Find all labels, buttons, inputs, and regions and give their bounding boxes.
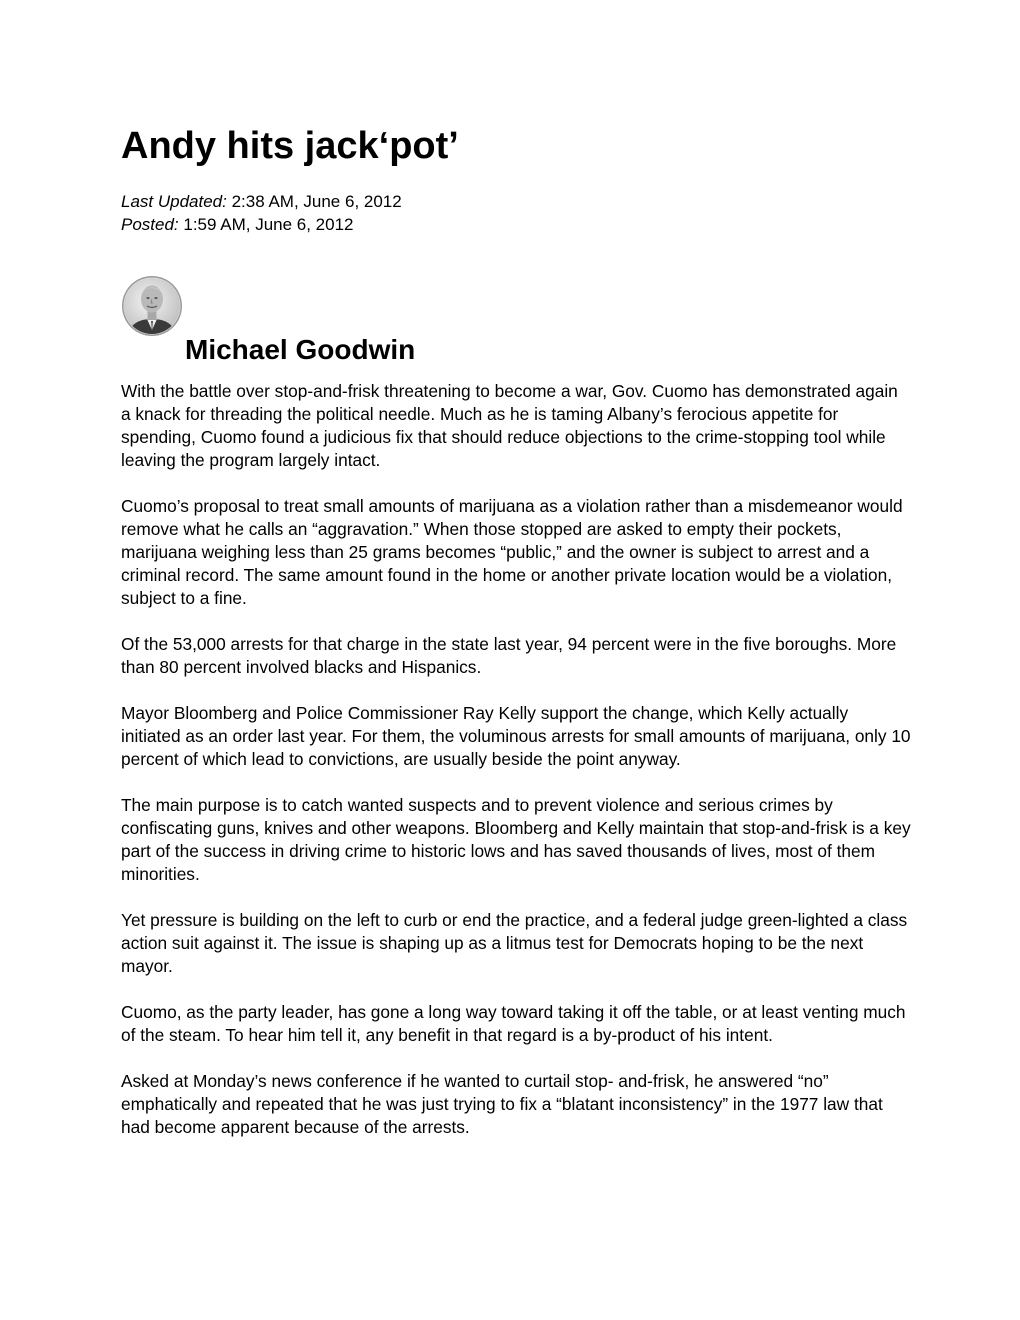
last-updated-line (121, 190, 402, 213)
article-paragraph: Asked at Monday’s news conference if he wanted to curtail stop- and-frisk, he answered “no” emphatically and repeated that he was just trying to fix a “blatant inconsistency” in the 1977 law that had become apparent because of the arrests. (121, 1071, 883, 1137)
author-portrait-icon (121, 268, 183, 341)
article-paragraph: Yet pressure is building on the left to curb or end the practice, and a federal judge green-lighted a class action suit against it. The issue is shaping up as a litmus test for Democrats hoping to be the next mayor. (121, 910, 908, 976)
article-paragraph: With the battle over stop-and-frisk threatening to become a war, Gov. Cuomo has demonstrated again a knack for threading the political needle. Much as he is taming Albany’s ferocious appetite for spending, Cuomo found a judicious fix that should reduce objections to the crime-stopping tool while leaving the program largely intact. (121, 381, 898, 470)
article-paragraph: Of the 53,000 arrests for that charge in the state last year, 94 percent were in the five boroughs. More than 80 percent involved blacks and Hispanics. (121, 634, 897, 677)
posted-line (121, 213, 354, 236)
article-paragraph: The main purpose is to catch wanted suspects and to prevent violence and serious crimes by confiscating guns, knives and other weapons. Bloomberg and Kelly maintain that stop-and-frisk is a key part of the success in driving crime to historic lows and has saved thousands of lives, most of them minorities. (121, 795, 911, 884)
article-paragraph: Cuomo, as the party leader, has gone a long way toward taking it off the table, or at least venting much of the steam. To hear him tell it, any benefit in that regard is a by-product of his intent. (121, 1002, 906, 1045)
author-name: Michael Goodwin (185, 334, 416, 365)
article-paragraph: Mayor Bloomberg and Police Commissioner Ray Kelly support the change, which Kelly actually initiated as an order last year. For them, the voluminous arrests for small amounts of marijuana, only 10 percent of which lead to convictions, are usually beside the point anyway. (121, 703, 911, 769)
article-headline: Andy hits jack‘pot’ (121, 125, 459, 167)
posted-value: 1:59 AM, June 6, 2012 (178, 215, 354, 234)
article-body (121, 380, 911, 1162)
last-updated-label: Last Updated: (121, 192, 227, 211)
last-updated-value: 2:38 AM, June 6, 2012 (226, 192, 402, 211)
posted-label: Posted: (121, 215, 179, 234)
article-paragraph: Cuomo’s proposal to treat small amounts of marijuana as a violation rather than a misdemeanor would remove what he calls an “aggravation.” When those stopped are asked to empty their pockets, marijuana weighing less than 25 grams becomes “public,” and the owner is subject to arrest and a criminal record. The same amount found in the home or another private location would be a violation, subject to a fine. (121, 496, 903, 608)
